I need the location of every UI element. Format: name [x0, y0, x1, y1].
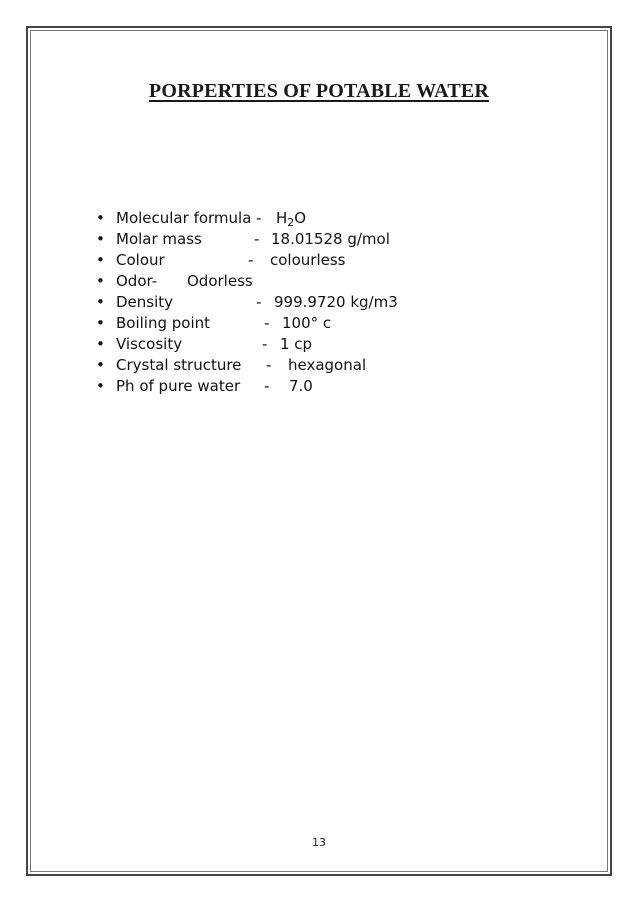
bullet-icon: • — [96, 209, 105, 227]
property-dash: - — [262, 335, 268, 353]
property-value — [276, 208, 306, 230]
bullet-icon: • — [96, 293, 105, 311]
property-dash: - — [254, 230, 260, 248]
property-value: 7.0 — [289, 377, 313, 395]
property-dash: - — [264, 377, 270, 395]
property-dash: - — [248, 251, 254, 269]
property-value: 1 cp — [280, 335, 313, 353]
bullet-icon: • — [96, 335, 105, 353]
page-title: PORPERTIES OF POTABLE WATER — [148, 80, 490, 102]
property-value: colourless — [270, 251, 346, 269]
property-label: Viscosity — [116, 335, 183, 353]
property-label: Density — [116, 293, 174, 311]
property-dash: - — [266, 356, 272, 374]
formula-element-o: O — [294, 209, 307, 227]
property-dash: - — [256, 293, 262, 311]
page-number: 13 — [312, 836, 326, 849]
bullet-icon: • — [96, 377, 105, 395]
property-dash: - — [264, 314, 270, 332]
property-label: Ph of pure water — [116, 377, 241, 395]
page-border-inner — [30, 30, 608, 872]
formula-element-h: H — [276, 209, 288, 227]
bullet-icon: • — [96, 272, 105, 290]
property-label: Boiling point — [116, 314, 211, 332]
property-label: Molecular formula — [116, 209, 252, 227]
property-label: Crystal structure — [116, 356, 242, 374]
property-value: 18.01528 g/mol — [271, 230, 390, 248]
property-value: 100° c — [282, 314, 332, 332]
property-label: Odor- — [116, 272, 158, 290]
page-border — [26, 26, 612, 876]
property-label: Colour — [116, 251, 165, 269]
bullet-icon: • — [96, 356, 105, 374]
property-value: Odorless — [187, 272, 253, 290]
property-label: Molar mass — [116, 230, 202, 248]
property-value: 999.9720 kg/m3 — [274, 293, 398, 311]
formula-subscript: 2 — [287, 216, 295, 229]
bullet-icon: • — [96, 230, 105, 248]
bullet-icon: • — [96, 314, 105, 332]
property-value: hexagonal — [288, 356, 367, 374]
property-dash: - — [256, 209, 262, 227]
bullet-icon: • — [96, 251, 105, 269]
